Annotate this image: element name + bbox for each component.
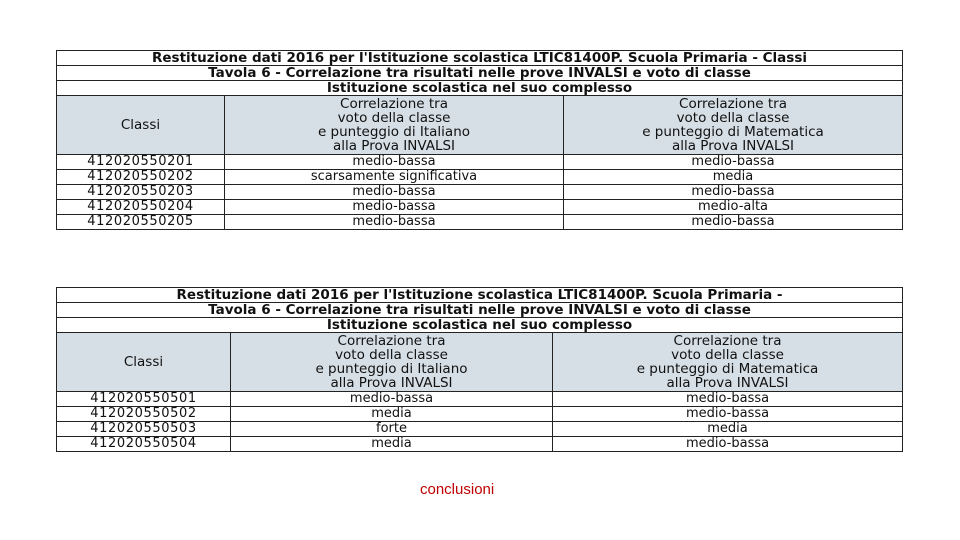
column-header-classi: Classi: [57, 96, 225, 155]
header-line: voto della classe: [676, 110, 790, 126]
column-header-italiano: [225, 96, 564, 155]
header-line: voto della classe: [337, 110, 451, 126]
matematica-correlation: medio-bassa: [564, 155, 903, 170]
italiano-correlation: medio-bassa: [231, 392, 553, 407]
table-row: [57, 422, 903, 437]
matematica-correlation: media: [564, 170, 903, 185]
table-row: [57, 185, 903, 200]
table-title: Restituzione dati 2016 per l'Istituzione scolastica LTIC81400P. Scuola Primaria -: [57, 288, 903, 303]
header-line: Correlazione tra: [679, 96, 787, 112]
class-code: 412020550502: [57, 407, 231, 422]
header-line: alla Prova INVALSI: [671, 138, 795, 154]
header-line: Correlazione tra: [340, 96, 448, 112]
italiano-correlation: media: [231, 437, 553, 452]
table-scope: Istituzione scolastica nel suo complesso: [57, 81, 903, 96]
italiano-correlation: medio-bassa: [225, 215, 564, 230]
table-row: [57, 200, 903, 215]
conclusioni-link[interactable]: conclusioni: [420, 481, 495, 498]
table-scope: Istituzione scolastica nel suo complesso: [57, 318, 903, 333]
correlation-table-2: [56, 287, 903, 452]
table-row: [57, 170, 903, 185]
header-line: alla Prova INVALSI: [666, 375, 789, 391]
matematica-correlation: medio-alta: [564, 200, 903, 215]
italiano-correlation: medio-bassa: [225, 185, 564, 200]
table-row: [57, 155, 903, 170]
header-line: Correlazione tra: [673, 333, 782, 349]
matematica-correlation: medio-bassa: [564, 185, 903, 200]
class-code: 412020550501: [57, 392, 231, 407]
italiano-correlation: scarsamente significativa: [225, 170, 564, 185]
header-line: e punteggio di Matematica: [636, 361, 819, 377]
correlation-table-1: [56, 50, 903, 230]
table-row: [57, 392, 903, 407]
class-code: 412020550201: [57, 155, 225, 170]
italiano-correlation: media: [231, 407, 553, 422]
matematica-correlation: medio-bassa: [553, 392, 903, 407]
header-line: voto della classe: [335, 347, 448, 363]
table-row: [57, 215, 903, 230]
column-header-matematica: [564, 96, 903, 155]
matematica-correlation: medio-bassa: [553, 437, 903, 452]
class-code: 412020550205: [57, 215, 225, 230]
table-subtitle: Tavola 6 - Correlazione tra risultati nelle prove INVALSI e voto di classe: [57, 66, 903, 81]
header-line: e punteggio di Matematica: [642, 124, 824, 140]
class-code: 412020550204: [57, 200, 225, 215]
column-header-matematica: [553, 333, 903, 392]
class-code: 412020550203: [57, 185, 225, 200]
header-line: voto della classe: [671, 347, 784, 363]
column-header-classi: Classi: [57, 333, 231, 392]
italiano-correlation: forte: [231, 422, 553, 437]
matematica-correlation: medio-bassa: [564, 215, 903, 230]
header-line: alla Prova INVALSI: [332, 138, 456, 154]
column-header-italiano: [231, 333, 553, 392]
table-title: Restituzione dati 2016 per l'Istituzione scolastica LTIC81400P. Scuola Primaria - Classi: [57, 51, 903, 66]
class-code: 412020550202: [57, 170, 225, 185]
header-line: e punteggio di Italiano: [315, 361, 468, 377]
matematica-correlation: media: [553, 422, 903, 437]
table-row: [57, 437, 903, 452]
table-row: [57, 407, 903, 422]
header-line: alla Prova INVALSI: [330, 375, 453, 391]
class-code: 412020550503: [57, 422, 231, 437]
header-line: e punteggio di Italiano: [317, 124, 471, 140]
class-code: 412020550504: [57, 437, 231, 452]
italiano-correlation: medio-bassa: [225, 155, 564, 170]
italiano-correlation: medio-bassa: [225, 200, 564, 215]
table-subtitle: Tavola 6 - Correlazione tra risultati nelle prove INVALSI e voto di classe: [57, 303, 903, 318]
matematica-correlation: medio-bassa: [553, 407, 903, 422]
header-line: Correlazione tra: [337, 333, 446, 349]
